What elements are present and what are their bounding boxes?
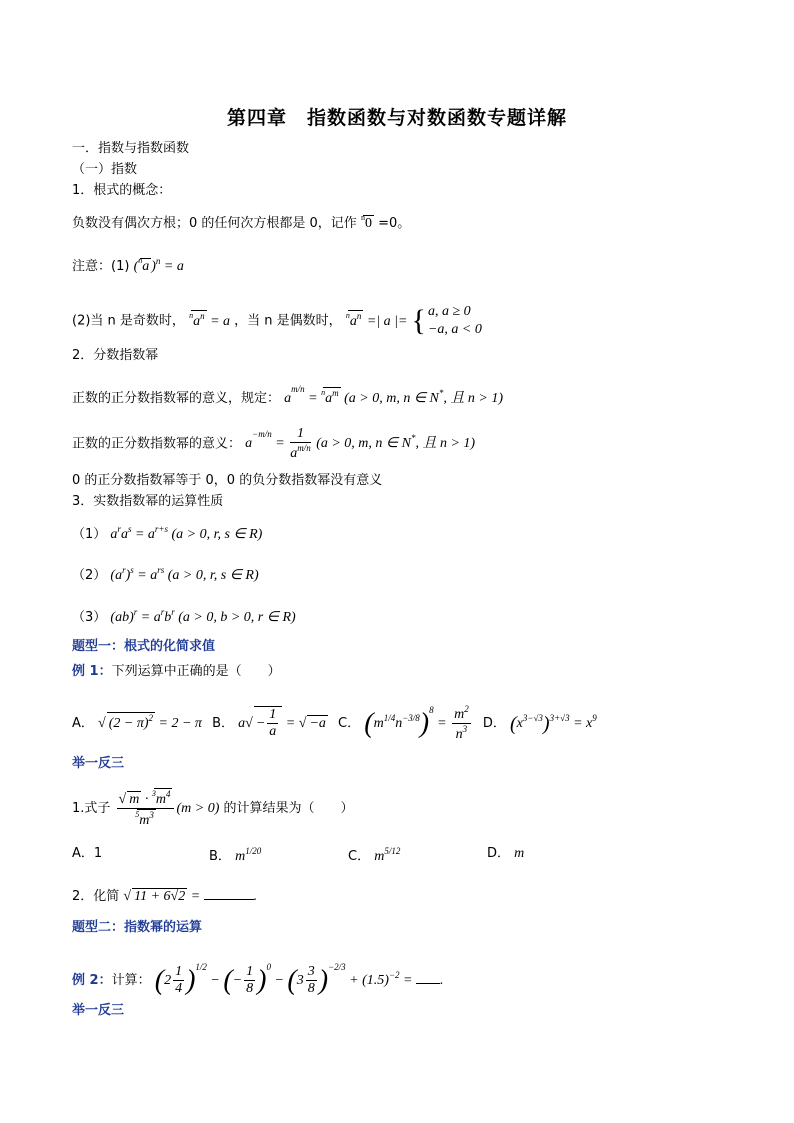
- practice-option-c-wrap: [348, 846, 400, 866]
- option-d-label: D．: [482, 715, 506, 731]
- zero-power-note: 0 的正分数指数幂等于 0，0 的负分数指数幂没有意义: [72, 473, 383, 488]
- page-title: 第四章 指数函数与对数函数专题详解: [226, 107, 567, 129]
- example-2-line: [72, 962, 443, 997]
- radical-concept-tail: =0。: [378, 216, 411, 231]
- problem-type-2-heading: 题型二：指数幂的运算: [72, 920, 203, 935]
- formula-negative-fraction-power: $a^{-m/n}$ = $\frac{1}{a^{m/n}}$ (a > 0, m, n ∈ N*, 且 n > 1): [245, 426, 476, 462]
- negative-power-text: 正数的正分数指数幂的意义：: [72, 436, 242, 452]
- formula-practice-2: √ 11 + 6√2 = .: [123, 889, 258, 904]
- practice-option-b-label: B．: [209, 849, 231, 864]
- item-heading-radical: 1．根式的概念：: [72, 183, 172, 198]
- formula-practice-1: $\frac{√ m \cdot ^3m^4}{^5m^3}$ (m > 0): [118, 789, 220, 829]
- example-1-line: [72, 664, 281, 680]
- option-b-label: B．: [212, 715, 235, 731]
- problem-type-1-heading: 题型一：根式的化简求值: [72, 639, 216, 654]
- practice-1-tail: 的计算结果为（ ）: [223, 800, 354, 816]
- formula-odd-root: $^na^n = a$: [189, 310, 231, 329]
- section-heading: 一．指数与指数函数: [72, 141, 190, 156]
- property-line-2: [72, 565, 259, 585]
- formula-option-c: $(m^{1/4}n^{-3/8})^8$ = $\frac{m^2}{n^3}$: [364, 704, 469, 743]
- note-line-2: [72, 303, 482, 339]
- formula-option-a: √ $(2 - \pi)^2 = 2 - \pi$: [98, 712, 202, 731]
- formula-example-2: (2 $\frac{1}{4}$ )$^{1/2}$ − (− $\frac{1}{8}$ )$^0$ − (3 $\frac{3}{8}$ )$^{-2/3} + (1.5)^{-2}$ = .: [154, 962, 444, 997]
- formula-practice-option-c: $m^{5/12}$: [374, 846, 401, 864]
- formula-practice-option-d: m: [514, 846, 525, 861]
- example-2-text: 计算：: [111, 973, 151, 988]
- option-a-label: A．: [72, 715, 94, 731]
- radical-concept-text: 负数没有偶次方根；0 的任何次方根都是 0，记作: [72, 216, 357, 231]
- item-heading-real-power: 3．实数指数幂的运算性质: [72, 494, 224, 509]
- positive-power-text: 正数的正分数指数幂的意义，规定：: [72, 391, 281, 406]
- formula-power-rule: $(a^r)^s = a^{rs}$ (a > 0, r, s ∈ R): [110, 565, 259, 583]
- example-1-question: 下列运算中正确的是（ ）: [111, 664, 281, 679]
- practice-heading: 举一反三: [72, 756, 125, 771]
- negative-power-line: [72, 426, 475, 462]
- practice-2-line: [72, 888, 257, 906]
- note-odd-text: (2)当 n 是奇数时，: [72, 313, 185, 329]
- example-2-label: 例 2：: [72, 973, 112, 988]
- formula-product-rule: $a^ra^s = a^{r+s}$ (a > 0, r, s ∈ R): [110, 524, 263, 542]
- formula-product-power-rule: $(ab)^r = a^rb^r$ (a > 0, b > 0, r ∈ R): [110, 607, 296, 625]
- formula-option-b: a√ − $\frac{1}{a}$ = √ −a: [238, 707, 326, 740]
- note-label: 注意：(1): [72, 259, 130, 274]
- positive-power-line: [72, 384, 503, 408]
- practice-2-lead: 2．化简: [72, 889, 120, 904]
- practice-1-line: [72, 788, 354, 829]
- practice-1-options: [72, 846, 102, 862]
- note-even-text: ，当 n 是偶数时，: [234, 313, 342, 329]
- formula-option-d: $(x^{3-√3})^{3+√3} = x^9$: [510, 712, 597, 735]
- formula-practice-option-b: $m^{1/20}$: [235, 846, 262, 864]
- example-1-label: 例 1：: [72, 664, 112, 679]
- property-line-3: [72, 607, 296, 627]
- brace-icon: {: [411, 304, 426, 338]
- formula-abs-cases: a, a ≥ 0 −a, a < 0: [427, 304, 482, 338]
- practice-option-a: A．1: [72, 846, 103, 861]
- practice-1-lead: 1.式子: [72, 800, 111, 816]
- subsection-heading: （一）指数: [72, 162, 138, 177]
- practice-heading-2: 举一反三: [72, 1003, 125, 1018]
- practice-option-b-wrap: [209, 846, 261, 866]
- property-label-3: （3）: [72, 610, 107, 625]
- formula-root-power: ($^n$a )$^n$ = a: [133, 256, 184, 274]
- formula-nth-root-zero: $^n$0: [360, 213, 372, 231]
- example-1-options: [72, 704, 597, 743]
- formula-even-root: $^na^n$ =| a |=: [345, 310, 408, 329]
- item-heading-fraction-power: 2．分数指数幂: [72, 348, 159, 363]
- formula-positive-fraction-power: $a^{m/n} = ^na^m$ (a > 0, m, n ∈ N*, 且 n > 1): [284, 384, 503, 406]
- practice-option-d-wrap: [487, 846, 524, 863]
- option-c-label: C．: [338, 715, 361, 731]
- note-line-1: [72, 256, 184, 276]
- practice-option-d-label: D．: [487, 846, 511, 861]
- practice-option-c-label: C．: [348, 849, 371, 864]
- radical-concept-line: [72, 213, 410, 233]
- property-label-2: （2）: [72, 568, 107, 583]
- property-label-1: （1）: [72, 527, 107, 542]
- property-line-1: [72, 524, 262, 544]
